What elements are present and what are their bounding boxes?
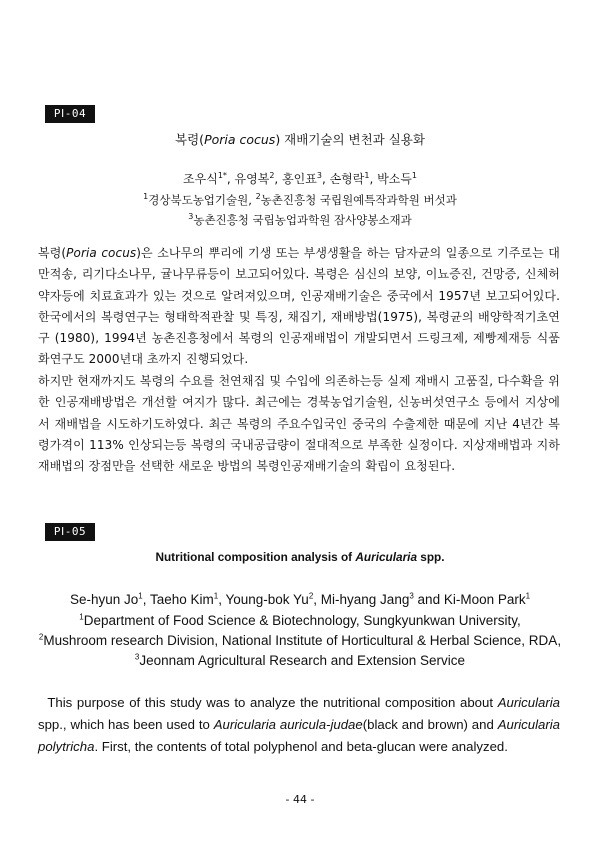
author: Young-bok Yu$^2$	[225, 591, 314, 607]
author: 홍인표$^3$	[282, 171, 322, 186]
affiliation-line: $^2$Mushroom research Division, National Institute of Horticultural & Herbal Science, RDA,	[38, 632, 562, 648]
abstract-paragraph: 복령(Poria cocus)은 소나무의 뿌리에 기생 또는 부생생활을 하는 담자균의 일종으로 기주로는 대만적송, 리기다소나무, 귤나무류등이 보고되어있다. 복령은 심신의 보양, 이뇨증진, 건망증, 신체허약자등에 치료효과가 있는 것으로 알려져있으며, 인공재배기술은 중국에서 1957년 보고되어있다. 한국에서의 복령연구는 형태학적관찰 및 특징, 채집기, 재배방법(1975), 복령균의 배양학적기초연구 (1980), 1994년 농촌진흥청에서 복령의 인공재배법이 개발되면서 드링크제, 제빵제재등 식품화연구도 2000년대 초까지 진행되었다.	[38, 246, 560, 367]
author: Ki-Moon Park$^1$	[443, 591, 531, 607]
author: 박소득$^1$	[377, 171, 417, 186]
author: 손형락$^1$	[329, 171, 370, 186]
section-tag: PⅠ-05	[45, 523, 95, 541]
affiliation-line: $^1$경상북도농업기술원, $^2$농촌진흥청 국립원예특작과학원 버섯과	[143, 192, 457, 207]
affiliation-line: $^1$Department of Food Science & Biotechnology, Sungkyunkwan University,	[79, 612, 521, 628]
section-tag: PⅠ-04	[45, 105, 95, 123]
author: 조우식$^{1*}$	[183, 171, 227, 186]
paper-title: Nutritional composition analysis of Auricularia spp.	[155, 550, 445, 564]
author: Taeho Kim$^1$	[149, 591, 219, 607]
affiliation-line: $^3$농촌진흥청 국립농업과학원 잠사양봉소재과	[188, 212, 412, 227]
title-suffix: ) 재배기술의 변천과 실용화	[275, 132, 425, 147]
author: 유영복$^2$	[234, 171, 275, 186]
author-list: Se-hyun Jo$^1$, Taeho Kim$^1$, Young-bok Yu$^2$, Mi-hyang Jang$^3$ and Ki-Moon Park$^1$	[69, 591, 531, 607]
abstract-paragraph: This purpose of this study was to analyze the nutritional composition about Auricularia spp., which has been used to Auricularia auricula-judae(black and brown) and Auricularia polytricha. First, the contents of total polyphenol and beta-glucan were analyzed.	[38, 695, 560, 754]
title-prefix: 복령(	[175, 132, 205, 147]
author-list: 조우식$^{1*}$, 유영복$^2$, 홍인표$^3$, 손형락$^1$, 박소득$^1$	[183, 171, 417, 186]
author: Mi-hyang Jang$^3$	[320, 591, 414, 607]
affiliation-line: $^3$Jeonnam Agricultural Research and Extension Service	[134, 652, 466, 668]
page-number: - 44 -	[285, 793, 315, 806]
author: Se-hyun Jo$^1$	[69, 591, 143, 607]
title-species: Poria cocus	[204, 132, 276, 147]
paper-title	[0, 130, 600, 148]
abstract-paragraph: 하지만 현재까지도 복령의 수요를 천연채집 및 수입에 의존하는등 실제 재배시 고품질, 다수확을 위한 인공재배방법은 개선할 여지가 많다. 최근에는 경북농업기술원, 신농버섯연구소 등에서 지상에서 재배법을 시도하기도하였다. 최근 복령의 주요수입국인 중국의 수출제한 때문에 지난 4년간 복령가격이 113% 인상되는등 복령의 국내공급량이 절대적으로 부족한 실정이다. 지상재배법과 지하재배법의 장점만을 선택한 새로운 방법의 복령인공재배기술의 확립이 요청된다.	[38, 374, 560, 474]
